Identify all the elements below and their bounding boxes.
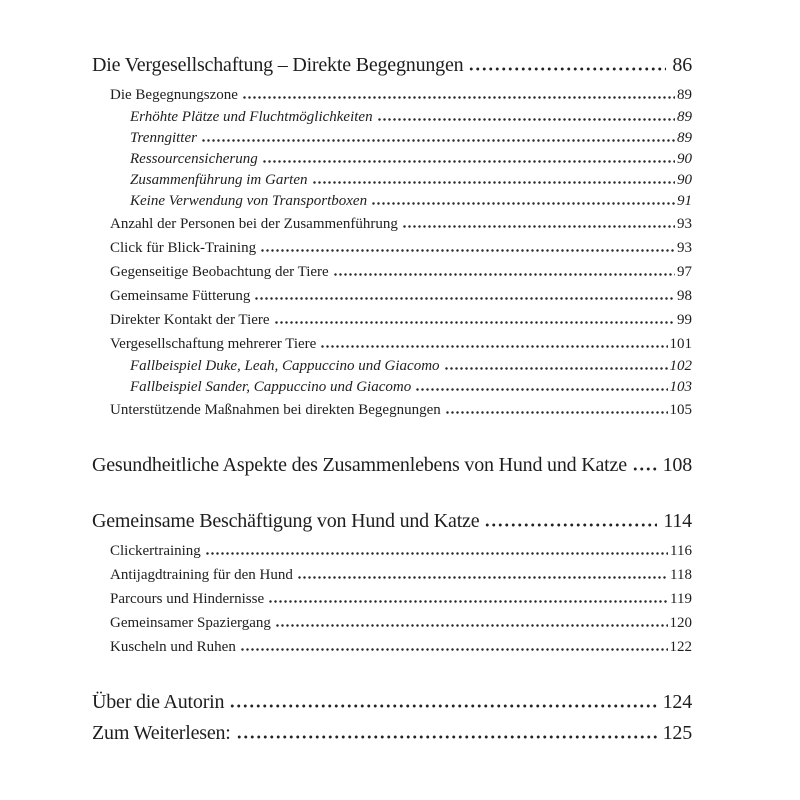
toc-leader-dots [402,225,675,228]
toc-entry-title: Gemeinsame Fütterung [110,288,251,304]
toc-entry-page: 93 [677,240,692,256]
toc-entry[interactable] [92,508,692,534]
toc-entry-title: Parcours und Hindernisse [110,591,265,607]
toc-entry[interactable] [92,107,692,128]
toc-leader-dots [415,388,667,391]
toc-entry-page: 86 [672,54,692,76]
toc-leader-dots [320,345,667,348]
toc-entry-page: 89 [677,87,692,103]
toc-entry[interactable] [92,356,692,377]
toc-entry-title: Über die Autorin [92,691,225,713]
toc-leader-dots [274,321,675,324]
toc-leader-dots [260,249,675,252]
toc-entry[interactable] [92,260,692,284]
toc-entry-title: Fallbeispiel Sander, Cappuccino und Giacomo [130,379,412,395]
toc-entry-title: Gesundheitliche Aspekte des Zusammenlebens von Hund und Katze [92,454,627,476]
toc-entry[interactable] [92,377,692,398]
toc-entry[interactable] [92,689,692,715]
toc-entry-page: 91 [677,193,692,209]
toc-entry-page: 103 [669,379,692,395]
toc-entry-title: Erhöhte Plätze und Fluchtmöglichkeiten [130,109,373,125]
toc-entry[interactable] [92,191,692,212]
toc-entry[interactable] [92,563,692,587]
toc-entry-page: 122 [669,639,692,655]
toc-leader-dots [262,160,675,163]
toc-leader-dots [240,648,668,651]
toc-entry-title: Click für Blick-Training [110,240,257,256]
toc-entry-title: Gegenseitige Beobachtung der Tiere [110,264,329,280]
toc-entry-page: 119 [670,591,692,607]
toc-entry[interactable] [92,83,692,107]
toc-entry-page: 102 [669,358,692,374]
toc-entry[interactable] [92,308,692,332]
toc-entry-page: 89 [677,130,692,146]
toc-entry-title: Clickertraining [110,543,201,559]
toc-entry-page: 124 [662,691,692,713]
toc-entry-title: Trenngitter [130,130,197,146]
toc-entry-title: Anzahl der Personen bei der Zusammenführung [110,216,398,232]
toc-entry-page: 120 [669,615,692,631]
toc-leader-dots [468,67,666,71]
toc-list [92,52,692,746]
toc-entry-page: 90 [677,172,692,188]
toc-leader-dots [268,600,668,603]
toc-entry-title: Zum Weiterlesen: [92,722,231,744]
toc-entry-page: 99 [677,312,692,328]
toc-entry-page: 101 [669,336,692,352]
toc-entry[interactable] [92,587,692,611]
toc-entry[interactable] [92,611,692,635]
toc-entry[interactable] [92,149,692,170]
toc-entry-title: Ressourcensicherung [130,151,258,167]
toc-leader-dots [444,367,668,370]
toc-entry[interactable] [92,212,692,236]
toc-entry-page: 90 [677,151,692,167]
toc-entry-page: 89 [677,109,692,125]
toc-leader-dots [236,735,657,739]
toc-entry-title: Zusammenführung im Garten [130,172,308,188]
toc-entry[interactable] [92,635,692,659]
toc-entry-page: 98 [677,288,692,304]
toc-leader-dots [371,202,675,205]
toc-leader-dots [445,411,668,414]
toc-entry[interactable] [92,720,692,746]
toc-entry[interactable] [92,539,692,563]
toc-entry[interactable] [92,284,692,308]
toc-leader-dots [484,523,657,527]
toc-leader-dots [632,467,657,471]
toc-leader-dots [201,139,675,142]
toc-leader-dots [312,181,675,184]
toc-entry-title: Die Vergesellschaftung – Direkte Begegnungen [92,54,464,76]
toc-entry[interactable] [92,52,692,78]
toc-entry-title: Gemeinsame Beschäftigung von Hund und Katze [92,510,480,532]
toc-entry-title: Vergesellschaftung mehrerer Tiere [110,336,317,352]
toc-leader-dots [229,704,656,708]
toc-entry-page: 118 [670,567,692,583]
toc-leader-dots [205,552,668,555]
toc-entry-title: Fallbeispiel Duke, Leah, Cappuccino und Giacomo [130,358,440,374]
toc-leader-dots [377,118,675,121]
toc-entry-page: 97 [677,264,692,280]
toc-leader-dots [333,273,675,276]
toc-entry-page: 93 [677,216,692,232]
toc-entry-page: 105 [669,402,692,418]
toc-entry[interactable] [92,452,692,478]
toc-entry[interactable] [92,170,692,191]
toc-entry[interactable] [92,128,692,149]
toc-entry-title: Die Begegnungszone [110,87,238,103]
toc-leader-dots [254,297,675,300]
toc-entry-title: Gemeinsamer Spaziergang [110,615,271,631]
toc-leader-dots [242,96,675,99]
toc-entry-title: Direkter Kontakt der Tiere [110,312,270,328]
toc-entry[interactable] [92,332,692,356]
toc-entry-title: Kuscheln und Ruhen [110,639,236,655]
toc-entry-page: 125 [662,722,692,744]
toc-entry[interactable] [92,236,692,260]
toc-entry-title: Keine Verwendung von Transportboxen [130,193,368,209]
toc-leader-dots [297,576,668,579]
toc-entry-title: Unterstützende Maßnahmen bei direkten Begegnungen [110,402,441,418]
toc-entry-page: 114 [663,510,692,532]
toc-entry[interactable] [92,398,692,422]
toc-entry-title: Antijagdtraining für den Hund [110,567,293,583]
toc-entry-page: 108 [662,454,692,476]
toc-entry-page: 116 [670,543,692,559]
toc-leader-dots [275,624,668,627]
